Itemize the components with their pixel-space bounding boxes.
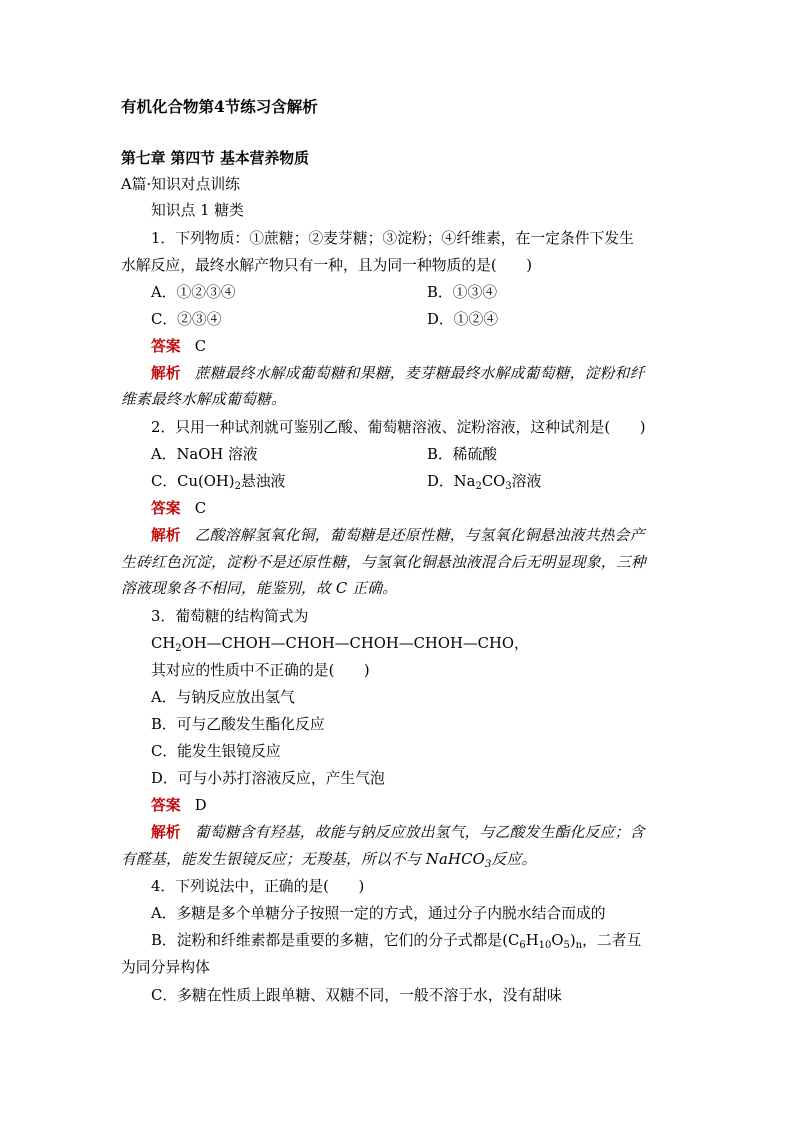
q4-option-b-line2: 为同分异构体 [121,959,210,976]
q4-option-a: A．多糖是多个单糖分子按照一定的方式，通过分子内脱水结合而成的 [151,905,606,922]
q1-answer [151,337,206,357]
answer-value: C [194,338,207,355]
q4-option-b-line1: B．淀粉和纤维素都是重要的多糖，它们的分子式都是$(C_6H_{10}O_5)_n$，二者互 [151,932,642,951]
answer-value: C [194,500,207,517]
q3-option-a: A．与钠反应放出氢气 [151,689,295,706]
document-title: 有机化合物第4节练习含解析 [121,97,318,116]
q3-stem-line2: 其对应的性质中不正确的是( ) [151,662,370,679]
explanation-label: 解析 [151,365,181,382]
q3-stem-line1: 3．葡萄糖的结构简式为 [151,608,309,625]
q2-explanation-line2: 生砖红色沉淀，淀粉不是还原性糖，与氢氧化铜悬浊液混合后无明显现象，三种 [121,554,646,571]
q2-stem-line1: 2．只用一种试剂就可鉴别乙酸、葡萄糖溶液、淀粉溶液，这种试剂是( ) [151,419,646,436]
q3-answer [151,796,207,816]
q3-structural-formula: $CH_2OH—CHOH—CHOH—CHOH—CHOH—CHO$， [151,635,529,654]
chapter-heading: 第七章 第四节 基本营养物质 [121,150,309,167]
answer-label: 答案 [151,797,181,814]
q2-explanation-line1: 解析 乙酸溶解氢氧化铜，葡萄糖是还原性糖，与氢氧化铜悬浊液共热会产 [151,527,645,544]
answer-label: 答案 [151,338,181,355]
q2-option-b: B．稀硫酸 [427,446,498,463]
knowledge-point-heading: 知识点 1 糖类 [151,202,244,219]
q2-option-c: C．$Cu(OH)_2$悬浊液 [151,473,286,492]
section-heading: A篇·知识对点训练 [121,176,240,193]
q3-option-c: C．能发生银镜反应 [151,743,281,760]
q1-stem-line2: 水解反应，最终水解产物只有一种，且为同一种物质的是( ) [121,257,533,274]
q2-option-a: A．NaOH 溶液 [151,446,258,463]
q1-option-c: C．②③④ [151,311,222,328]
q1-option-b: B．①③④ [427,284,498,301]
q3-option-b: B．可与乙酸发生酯化反应 [151,716,325,733]
q2-answer [151,499,206,519]
q2-explanation-line3: 溶液现象各不相同，能鉴别，故 C 正确。 [121,580,398,597]
q1-stem-line1: 1．下列物质：①蔗糖；②麦芽糖；③淀粉；④纤维素，在一定条件下发生 [151,230,634,247]
q3-option-d: D．可与小苏打溶液反应，产生气泡 [151,770,385,787]
answer-label: 答案 [151,500,181,517]
q3-explanation-line1: 解析 葡萄糖含有羟基，故能与钠反应放出氢气，与乙酸发生酯化反应；含 [151,824,645,841]
explanation-label: 解析 [151,527,181,544]
explanation-label: 解析 [151,824,181,841]
q1-explanation-line1: 解析 蔗糖最终水解成葡萄糖和果糖，麦芽糖最终水解成葡萄糖，淀粉和纤 [151,365,645,382]
q1-option-d: D．①②④ [427,311,499,328]
answer-value: D [194,797,207,814]
q1-option-a: A．①②③④ [151,284,236,301]
q2-option-d: D．$Na_2CO_3$溶液 [427,473,542,492]
q4-stem-line1: 4．下列说法中，正确的是( ) [151,878,365,895]
q3-explanation-line2: 有醛基，能发生银镜反应；无羧基，所以不与 NaHCO$_3$反应。 [121,851,537,870]
q1-explanation-line2: 维素最终水解成葡萄糖。 [121,391,286,408]
q4-option-c: C．多糖在性质上跟单糖、双糖不同，一般不溶于水，没有甜味 [151,987,562,1004]
